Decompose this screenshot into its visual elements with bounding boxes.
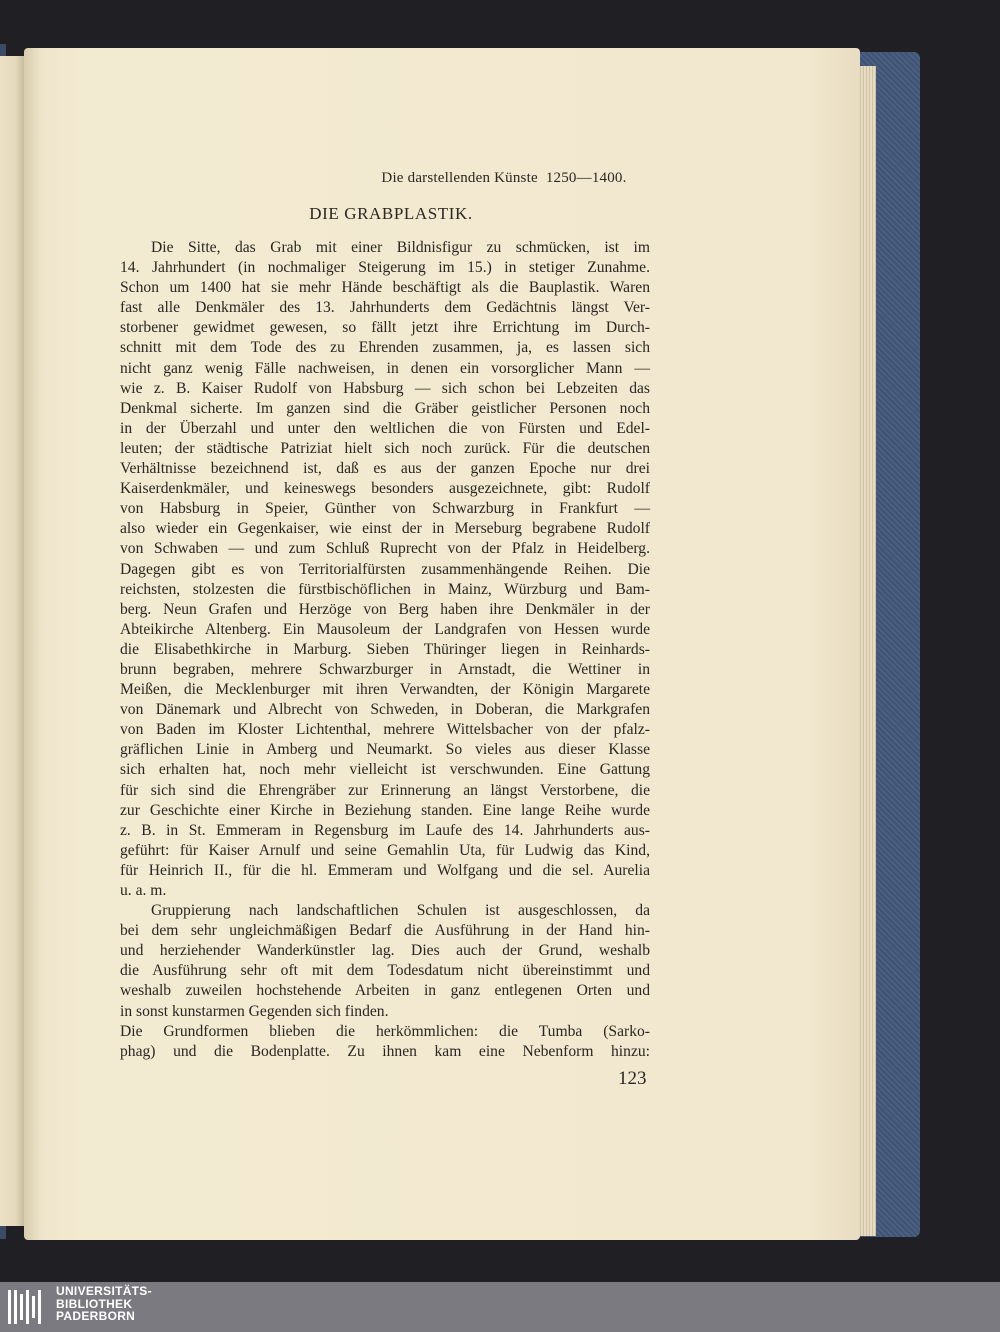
text-line: phag) und die Bodenplatte. Zu ihnen kam eine Nebenform hinzu: (120, 1042, 650, 1060)
text-line: Die Grundformen blieben die herkömmlichen: die Tumba (Sarko- (120, 1022, 650, 1040)
text-line: die Elisabethkirche in Marburg. Sieben Thüringer liegen in Reinhards- (120, 640, 650, 658)
text-line: gräflichen Linie in Amberg und Neumarkt. So vieles aus dieser Klasse (120, 741, 650, 759)
text-line: und herziehender Wanderkünstler lag. Dies auch der Grund, weshalb (120, 942, 650, 960)
text-line: von Baden im Kloster Lichtenthal, mehrere Wittelsbacher von der pfalz- (120, 721, 650, 739)
text-line: nicht ganz wenig Fälle nachweisen, in denen ein vorsorglicher Mann — (120, 359, 650, 377)
text-line: storbener gewidmet gewesen, so fällt jetzt ihre Errichtung im Durch- (120, 319, 650, 337)
text-line: von Schwaben — und zum Schluß Ruprecht von der Pfalz in Heidelberg. (120, 540, 650, 558)
text-line: 14. Jahrhundert (in nochmaliger Steigerung im 15.) in stetiger Zunahme. (120, 259, 650, 277)
text-line: die Ausführung sehr oft mit dem Todesdatum nicht übereinstimmt und (120, 962, 650, 980)
text-line: von Dänemark und Albrecht von Schweden, in Doberan, die Markgrafen (120, 701, 650, 719)
running-head-text: Die darstellenden Künste (381, 170, 538, 186)
library-name (56, 1285, 152, 1323)
text-line: Schon um 1400 hat sie mehr Hände beschäftigt als die Bauplastik. Waren (120, 279, 650, 297)
text-line: Die Sitte, das Grab mit einer Bildnisfigur zu schmücken, ist im (151, 239, 650, 256)
text-line: zur Geschichte einer Kirche in Beziehung standen. Eine lange Reihe wurde (120, 801, 650, 819)
text-line: Abteikirche Altenberg. Ein Mausoleum der Landgrafen von Hessen wurde (120, 620, 650, 638)
body-text (120, 238, 650, 1062)
text-line: bei dem sehr ungleichmäßigen Bedarf die Ausführung in der Hand hin- (120, 922, 650, 940)
text-line: für sich sind die Ehrengräber zur Erinnerung an längst Verstorbene, die (120, 781, 650, 799)
text-line: z. B. in St. Emmeram in Regensburg im Laufe des 14. Jahrhunderts aus- (120, 821, 650, 839)
text-line: in sonst kunstarmen Gegenden sich finden. (120, 1002, 389, 1020)
text-line: fast alle Denkmäler des 13. Jahrhunderts dem Gedächtnis längst Ver- (120, 299, 650, 317)
library-name-line2: BIBLIOTHEK (56, 1296, 133, 1311)
text-line: in der Überzahl und unter den weltlichen die von Fürsten und Edel- (120, 419, 650, 437)
text-line: berg. Neun Grafen und Herzöge von Berg haben ihre Denkmäler in der (120, 600, 650, 618)
library-logo-icon (8, 1290, 48, 1324)
text-line: also wieder ein Gegenkaiser, wie einst der in Merseburg begrabene Rudolf (120, 520, 650, 538)
text-line: sich erhalten hat, noch mehr vielleicht ist verschwunden. Eine Gattung (120, 761, 650, 779)
text-line: reichsten, stolzesten die fürstbischöflichen in Mainz, Würzburg und Bam- (120, 580, 650, 598)
library-name-line3: PADERBORN (56, 1309, 136, 1323)
text-line: wie z. B. Kaiser Rudolf von Habsburg — sich schon bei Lebzeiten das (120, 379, 650, 397)
text-line: Meißen, die Mecklenburger mit ihren Verwandten, der Königin Margarete (120, 681, 650, 699)
text-line: weshalb zuweilen hochstehende Arbeiten in ganz entlegenen Orten und (120, 982, 650, 1000)
text-line: für Heinrich II., für die hl. Emmeram und Wolfgang und die sel. Aurelia (120, 861, 650, 879)
library-name-line1: UNIVERSITÄTS- (56, 1284, 152, 1298)
text-line: schnitt mit dem Tode des zu Ehrenden zusammen, ja, es lassen sich (120, 339, 650, 357)
text-line: von Habsburg in Speier, Günther von Schwarzburg in Frankfurt — (120, 500, 650, 518)
text-line: brunn begraben, mehrere Schwarzburger in Arnstadt, die Wettiner in (120, 660, 650, 678)
running-head (0, 170, 1000, 187)
text-line: Gruppierung nach landschaftlichen Schulen ist ausgeschlossen, da (151, 902, 650, 920)
running-head-dates: 1250—1400. (545, 170, 627, 186)
text-line: Verhältnisse bezeichnend ist, daß es aus der ganzen Epoche nur drei (120, 460, 650, 478)
text-line: u. a. m. (120, 882, 167, 899)
text-line: geführt: für Kaiser Arnulf und seine Gemahlin Uta, für Ludwig das Kind, (120, 841, 650, 859)
section-title-text: DIE GRABPLASTIK. (309, 204, 473, 223)
text-line: Dagegen gibt es von Territorialfürsten zusammenhängende Reihen. Die (120, 560, 650, 578)
section-title (0, 204, 763, 224)
text-line: Kaiserdenkmäler, und keineswegs besonders ausgezeichnete, gibt: Rudolf (120, 480, 650, 498)
text-line: leuten; der städtische Patriziat hielt sich noch zurück. Für die deutschen (120, 439, 650, 457)
page-number: 123 (618, 1068, 647, 1089)
text-line: Denkmal sicherte. Im ganzen sind die Gräber geistlicher Personen noch (120, 399, 650, 417)
